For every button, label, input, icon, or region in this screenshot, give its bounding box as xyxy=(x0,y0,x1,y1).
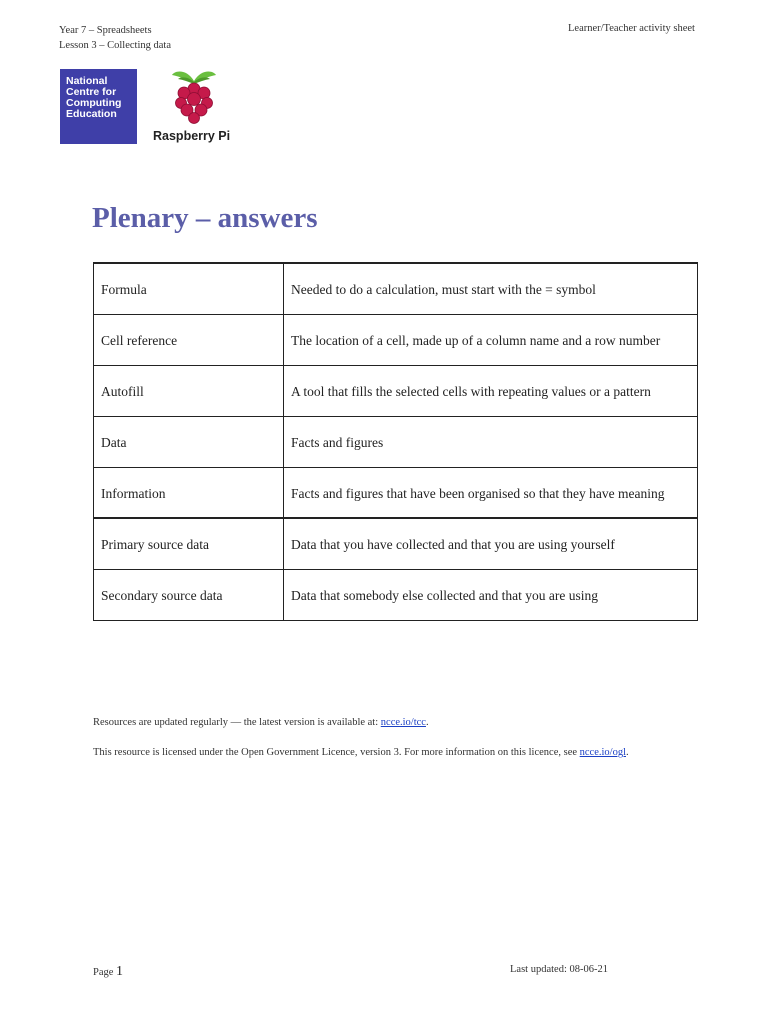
definition-cell: Data that you have collected and that you are using yourself xyxy=(284,518,698,569)
resources-text: Resources are updated regularly — the latest version is available at: xyxy=(93,717,381,728)
resources-end: . xyxy=(425,717,429,728)
document-header xyxy=(59,23,171,53)
licence-link[interactable]: ncce.io/ogl xyxy=(579,747,626,758)
ncce-logo xyxy=(60,69,137,144)
header-lesson: Lesson 3 – Collecting data xyxy=(59,40,171,51)
ncce-logo-line: Education xyxy=(66,108,117,120)
definition-cell: A tool that fills the selected cells with repeating values or a pattern xyxy=(284,365,698,416)
term-cell: Cell reference xyxy=(94,314,284,365)
definition-cell: The location of a cell, made up of a column name and a row number xyxy=(284,314,698,365)
answers-table xyxy=(93,262,698,621)
definition-cell: Data that somebody else collected and that you are using xyxy=(284,569,698,620)
term-cell: Data xyxy=(94,416,284,467)
licence-end: . xyxy=(626,747,629,758)
page-number-value: 1 xyxy=(116,964,124,979)
table-row xyxy=(94,518,698,569)
header-course: Year 7 – Spreadsheets xyxy=(59,25,152,36)
page-number xyxy=(93,964,123,980)
ncce-logo-line: National xyxy=(66,75,108,87)
header-sheet-type: Learner/Teacher activity sheet xyxy=(568,23,695,34)
term-cell: Information xyxy=(94,467,284,518)
table-row xyxy=(94,569,698,620)
raspberry-pi-icon xyxy=(165,67,223,127)
licence-text: This resource is licensed under the Open Government Licence, version 3. For more information on this licence, see xyxy=(93,747,580,758)
table-row xyxy=(94,314,698,365)
last-updated: Last updated: 08-06-21 xyxy=(510,964,608,975)
definition-cell: Needed to do a calculation, must start with the = symbol xyxy=(284,263,698,314)
table-row xyxy=(94,467,698,518)
table-row xyxy=(94,416,698,467)
table-row xyxy=(94,263,698,314)
term-cell: Formula xyxy=(94,263,284,314)
definition-cell: Facts and figures xyxy=(284,416,698,467)
page-title: Plenary – answers xyxy=(92,202,318,234)
licence-note xyxy=(93,745,653,760)
term-cell: Primary source data xyxy=(94,518,284,569)
page-label: Page xyxy=(93,967,117,978)
ncce-logo-line: Computing xyxy=(66,97,122,109)
raspberry-pi-wordmark: Raspberry Pi xyxy=(153,129,231,143)
resources-link[interactable]: ncce.io/tcc xyxy=(380,717,426,728)
resources-note xyxy=(93,715,429,730)
term-cell: Secondary source data xyxy=(94,569,284,620)
definition-cell: Facts and figures that have been organised so that they have meaning xyxy=(284,467,698,518)
term-cell: Autofill xyxy=(94,365,284,416)
table-row xyxy=(94,365,698,416)
ncce-logo-line: Centre for xyxy=(66,86,117,98)
